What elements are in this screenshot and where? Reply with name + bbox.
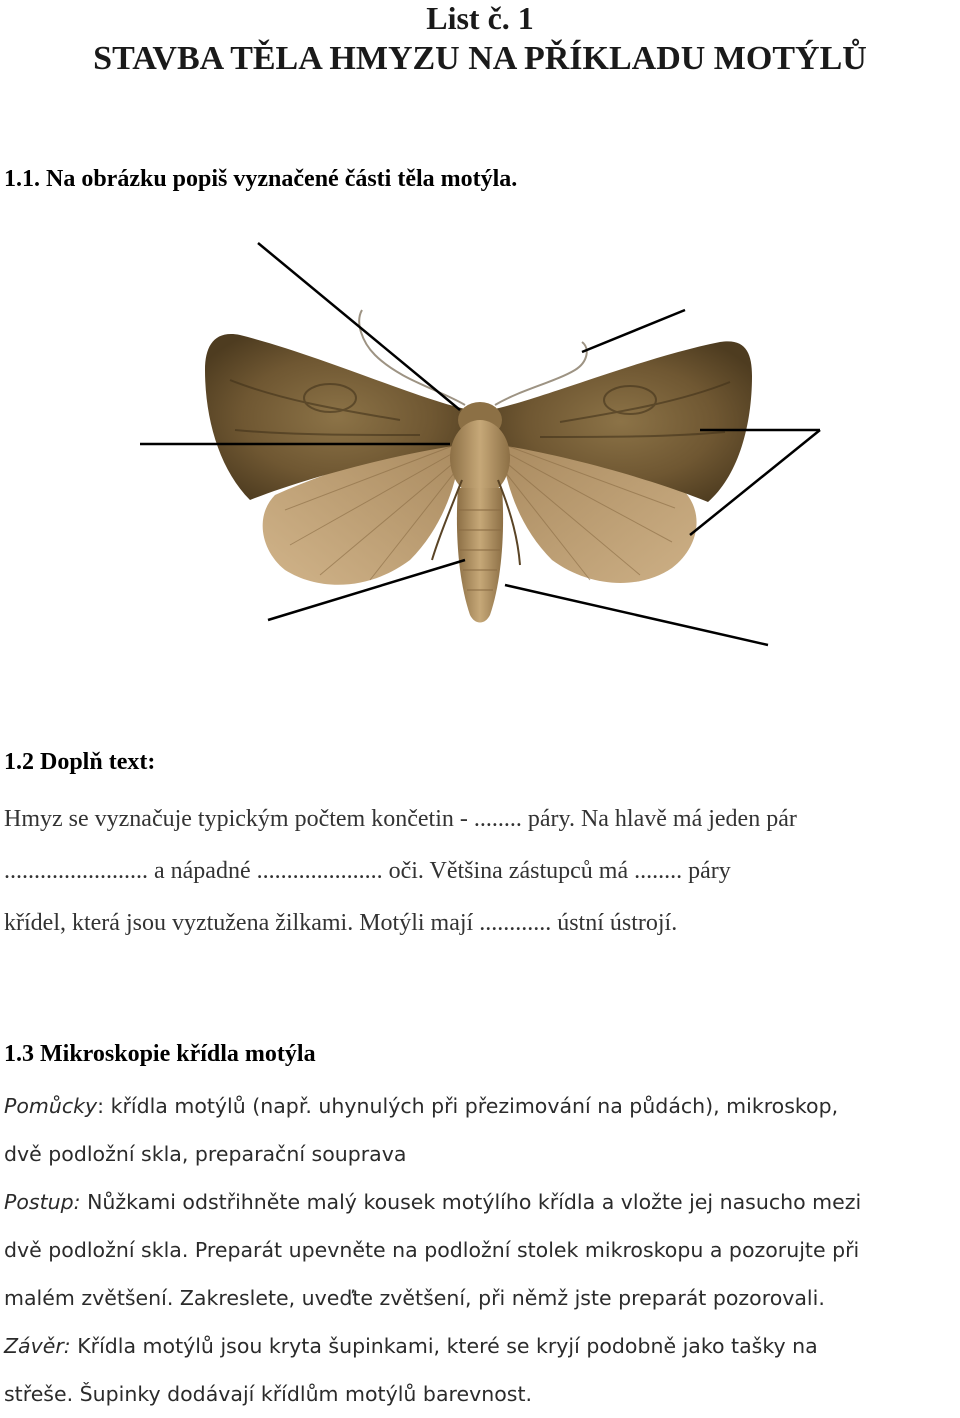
- fill-line-1: Hmyz se vyznačuje typickým počtem končetin - ........ páry. Na hlavě má jeden pár: [4, 806, 797, 832]
- postup-label: Postup:: [4, 1190, 81, 1214]
- postup-paragraph: [4, 1178, 960, 1322]
- worksheet-title: STAVBA TĚLA HMYZU NA PŘÍKLADU MOTÝLŮ: [93, 40, 867, 77]
- fill-line-2: ........................ a nápadné ..................... oči. Většina zástupců má ........ páry: [4, 858, 731, 884]
- postup-text-1: Nůžkami odstřihněte malý kousek motýlího křídla a vložte jej nasucho mezi: [80, 1190, 862, 1214]
- zaver-text-1: Křídla motýlů jsou kryta šupinkami, které se kryjí podobně jako tašky na: [70, 1334, 818, 1358]
- section-1-3-heading: 1.3 Mikroskopie křídla motýla: [4, 1041, 316, 1067]
- moth-diagram: [0, 230, 960, 670]
- postup-text-3: malém zvětšení. Zakreslete, uveďte zvětšení, při němž jste preparát pozorovali.: [4, 1286, 825, 1310]
- moth-abdomen: [457, 488, 503, 623]
- pointer-abdomen-right: [505, 585, 768, 645]
- postup-text-2: dvě podložní skla. Preparát upevněte na podložní stolek mikroskopu a pozorujte při: [4, 1238, 860, 1262]
- fill-line-3: křídel, která jsou vyztužena žilkami. Motýli mají ............ ústní ústrojí.: [4, 910, 678, 936]
- zaver-label: Závěr:: [4, 1334, 71, 1358]
- section-1-1-heading: 1.1. Na obrázku popiš vyznačené části těla motýla.: [4, 166, 518, 192]
- zaver-paragraph: [4, 1322, 960, 1418]
- pomucky-label: Pomůcky: [4, 1094, 98, 1118]
- section-1-2-heading: 1.2 Doplň text:: [4, 749, 156, 775]
- pomucky-text-1: : křídla motýlů (např. uhynulých při přezimování na půdách), mikroskop,: [97, 1094, 839, 1118]
- worksheet-number: List č. 1: [426, 0, 534, 36]
- pomucky-text-2: dvě podložní skla, preparační souprava: [4, 1142, 407, 1166]
- moth-thorax: [450, 420, 510, 496]
- zaver-text-2: střeše. Šupinky dodávají křídlům motýlů barevnost.: [4, 1382, 532, 1406]
- pointer-right-top: [582, 310, 685, 352]
- fill-in-text: [4, 793, 956, 949]
- pomucky-paragraph: [4, 1082, 960, 1178]
